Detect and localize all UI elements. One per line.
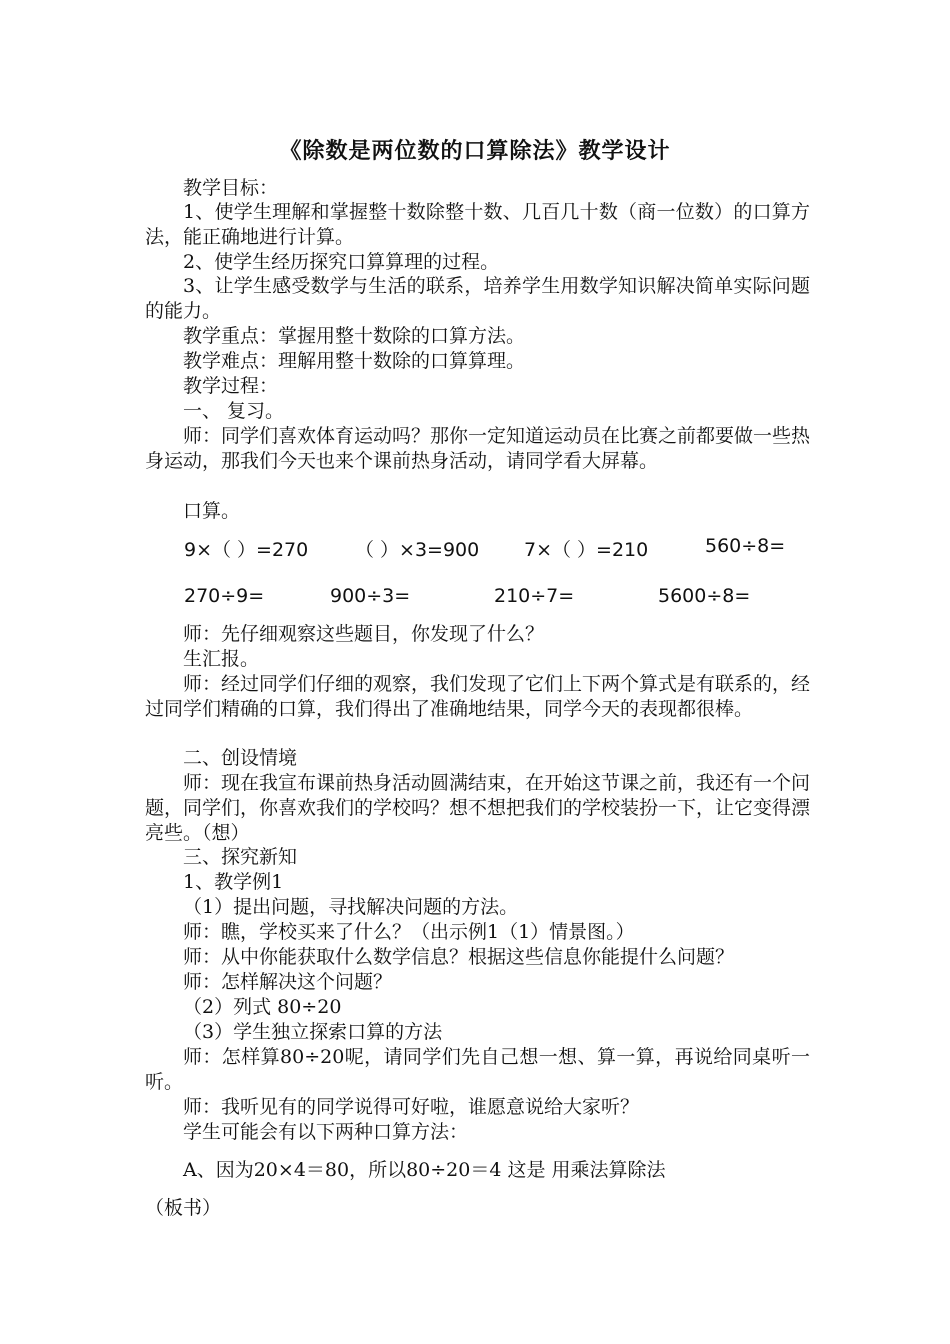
document-title: 《除数是两位数的口算除法》教学设计 [279,138,671,164]
paragraph: 2、使学生经历探究口算算理的过程。 [183,251,500,273]
paragraph: 师：怎样算80÷20呢，请同学们先自己想一想、算一算，再说给同桌听一听。 [145,1046,810,1093]
paragraph: 教学重点：掌握用整十数除的口算方法。 [183,325,526,347]
paragraph: 3、让学生感受数学与生活的联系，培养学生用数学知识解决简单实际问题的能力。 [145,275,810,322]
exercise-item: 9×（ ）=270 [184,539,309,561]
paragraph: （1）提出问题，寻找解决问题的方法。 [183,896,519,918]
paragraph: 学生可能会有以下两种口算方法： [183,1121,469,1143]
paragraph: 师：从中你能获取什么数学信息？根据这些信息你能提什么问题？ [183,946,735,968]
exercise-item: 5600÷8= [658,585,751,607]
exercise-item: 900÷3= [330,585,411,607]
paragraph: 教学难点：理解用整十数除的口算算理。 [183,350,526,372]
paragraph: （2）列式 80÷20 [183,996,342,1018]
paragraph: 口算。 [183,500,241,522]
paragraph: 师：我听见有的同学说得可好啦，谁愿意说给大家听？ [183,1096,640,1118]
paragraph: 师：瞧，学校买来了什么？（出示例1（1）情景图。） [183,921,635,943]
paragraph: 师：先仔细观察这些题目，你发现了什么？ [183,623,545,645]
paragraph: 1、教学例1 [183,871,284,893]
exercise-item: 270÷9= [184,585,265,607]
paragraph: （板书） [145,1197,222,1219]
exercise-item: 7×（ ）=210 [524,539,649,561]
paragraph: 师：现在我宣布课前热身活动圆满结束，在开始这节课之前，我还有一个问题，同学们，你喜欢我们的学校吗？想不想把我们的学校装扮一下，让它变得漂亮些。（想） [145,772,811,844]
paragraph: 生汇报。 [183,648,260,670]
exercise-item: 210÷7= [494,585,575,607]
paragraph: 师：怎样解决这个问题？ [183,971,393,993]
paragraph: A、因为20×4＝80，所以80÷20＝4 这是 用乘法算除法 [183,1159,666,1181]
paragraph: 1、使学生理解和掌握整十数除整十数、几百几十数（商一位数）的口算方法，能正确地进行计算。 [145,201,810,248]
paragraph: （3）学生独立探索口算的方法 [183,1021,443,1043]
section-heading: 一、 复习。 [183,400,285,422]
paragraph: 师：同学们喜欢体育运动吗？那你一定知道运动员在比赛之前都要做一些热身运动，那我们今天也来个课前热身活动，请同学看大屏幕。 [145,425,811,472]
exercise-item: 560÷8= [705,535,786,557]
paragraph: 教学目标： [183,177,279,199]
exercise-item: （ ）×3=900 [355,539,480,561]
paragraph: 师：经过同学们仔细的观察，我们发现了它们上下两个算式是有联系的，经过同学们精确的口算，我们得出了准确地结果，同学今天的表现都很棒。 [145,673,811,720]
section-heading: 二、创设情境 [183,747,298,769]
section-heading: 三、探究新知 [183,846,298,868]
paragraph: 教学过程： [183,375,279,397]
